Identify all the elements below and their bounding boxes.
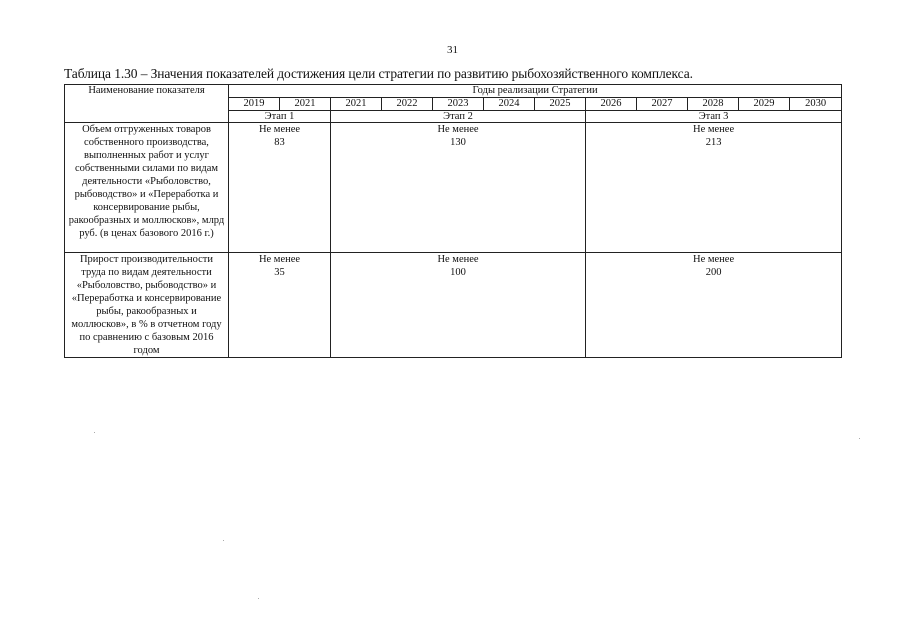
- value-prefix: Не менее: [258, 124, 301, 135]
- table-caption: Таблица 1.30 – Значения показателей достижения цели стратегии по развитию рыбохозяйственного комплекса.: [64, 66, 693, 81]
- stage2-value-cell: [331, 253, 586, 358]
- value-prefix: Не менее: [693, 124, 735, 135]
- value-number: 200: [705, 267, 722, 278]
- stage-header-3: Этап 3: [586, 111, 842, 123]
- year-header: 2021: [331, 98, 382, 111]
- stage3-value-cell: [586, 253, 842, 358]
- stage2-value-cell: [331, 123, 586, 253]
- scan-speck: [258, 598, 259, 599]
- year-header: 2025: [535, 98, 586, 111]
- value-number: 35: [274, 267, 285, 278]
- scan-speck: [223, 540, 224, 541]
- stage3-value-cell: [586, 123, 842, 253]
- value-number: 83: [274, 137, 285, 148]
- column-header-indicator-name: Наименование показателя: [65, 85, 229, 123]
- stage-header-1: Этап 1: [229, 111, 331, 123]
- table-row: [65, 123, 842, 253]
- value-number: 100: [450, 267, 466, 278]
- value-prefix: Не менее: [437, 254, 479, 265]
- value-number: 130: [450, 137, 466, 148]
- year-header: 2027: [637, 98, 688, 111]
- value-number: 213: [705, 137, 722, 148]
- scan-speck: [94, 432, 95, 433]
- indicator-name-cell: Объем отгруженных товаров собственного производства, выполненных работ и услуг собственными силами по видам деятельности «Рыболовство, рыбоводство» и «Переработка и консервирование рыбы, ракообразных и моллюсков», млрд руб. (в ценах базового 2016 г.): [65, 123, 229, 253]
- value-prefix: Не менее: [258, 254, 301, 265]
- column-header-years-group: Годы реализации Стратегии: [229, 85, 842, 98]
- stage1-value-cell: [229, 253, 331, 358]
- year-header: 2021: [280, 98, 331, 111]
- year-header: 2029: [739, 98, 790, 111]
- year-header: 2022: [382, 98, 433, 111]
- value-prefix: Не менее: [437, 124, 479, 135]
- year-header: 2028: [688, 98, 739, 111]
- indicator-name-cell: Прирост производительности труда по видам деятельности «Рыболовство, рыбоводство» и «Переработка и консервирование рыбы, ракообразных и моллюсков», в % в отчетном году по сравнению с базовым 2016 годом: [65, 253, 229, 358]
- year-header: 2030: [790, 98, 842, 111]
- year-header: 2019: [229, 98, 280, 111]
- year-header: 2026: [586, 98, 637, 111]
- page-number: 31: [447, 44, 458, 56]
- year-header: 2023: [433, 98, 484, 111]
- scan-speck: [859, 438, 860, 439]
- table-row: [65, 253, 842, 358]
- indicators-table: [64, 84, 842, 358]
- header-row-group: [65, 85, 842, 98]
- value-prefix: Не менее: [693, 254, 735, 265]
- year-header: 2024: [484, 98, 535, 111]
- stage1-value-cell: [229, 123, 331, 253]
- stage-header-2: Этап 2: [331, 111, 586, 123]
